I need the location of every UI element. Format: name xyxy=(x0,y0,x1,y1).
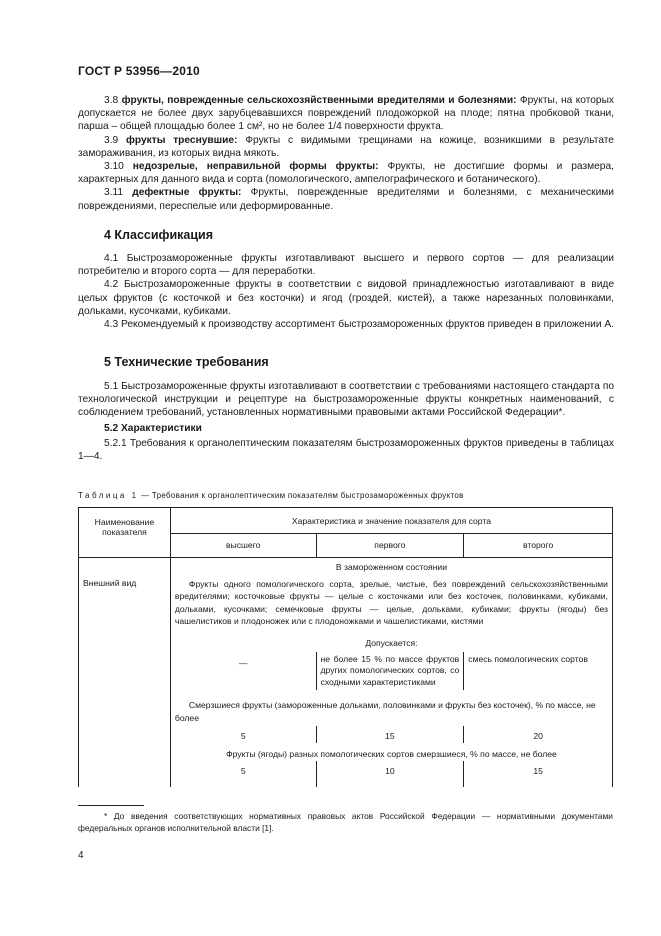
header-indicator-name: Наименование показателя xyxy=(79,508,171,558)
allowed-label: Допускается: xyxy=(170,630,612,652)
empty-cell xyxy=(79,726,171,743)
appearance-description: Фрукты одного помологического сорта, зрелые, чистые, без повреждений сельскохозяйственными вредителями; косточковые фрукты — целые с косточками или без косточек, половинками, кубиками, дольками, кусочками; семечковые фрукты — целые, дольками, кубиками; фрукты (ягоды) без чашелистиков и плодоножек или с плодоножками и чашелистиками, кистями xyxy=(170,574,612,630)
mixed-varieties-label: Фрукты (ягоды) разных помологических сортов смерзшиеся, % по массе, не более xyxy=(170,743,612,761)
footnote-divider xyxy=(78,805,144,806)
section-4-heading: 4 Классификация xyxy=(104,228,214,242)
definitions-block xyxy=(78,94,614,213)
definition-3-9 xyxy=(78,134,614,160)
term: фрукты треснувшие: xyxy=(125,134,238,146)
merged-second: 20 xyxy=(464,726,613,743)
clause-number: 3.10 xyxy=(104,161,124,173)
row-appearance-name: Внешний вид xyxy=(79,574,171,630)
table-row xyxy=(79,690,613,726)
page-number: 4 xyxy=(78,850,84,861)
clause-5-1: 5.1 Быстрозамороженные фрукты изготавливают в соответствии с требованиями настоящего стандарта по технологической инструкции и рецептуре на быстрозамороженные фрукты конкретных наименований, с соблюдением требований, установленных нормативными правовыми актами Российской Федерации*. xyxy=(78,381,614,419)
table-row xyxy=(79,761,613,787)
term: фрукты, поврежденные сельскохозяйственными вредителями и болезнями: xyxy=(121,95,517,106)
document-header: ГОСТ Р 53956—2010 xyxy=(78,64,200,78)
mixed-highest: 5 xyxy=(170,761,316,787)
merged-first: 15 xyxy=(316,726,464,743)
state-frozen: В замороженном состоянии xyxy=(170,558,612,575)
clause-4-1: 4.1 Быстрозамороженные фрукты изготавливают высшего и первого сортов — для реализации потребителю и второго сорта — для переработки. xyxy=(78,253,614,278)
table-caption xyxy=(78,491,614,500)
clause-number: 3.11 xyxy=(104,187,124,199)
merged-fruits-label: Смерзшиеся фрукты (замороженные дольками, половинками и фрукты без косточек), % по массе, не более xyxy=(170,690,612,726)
header-grade-highest: высшего xyxy=(170,534,316,558)
empty-cell xyxy=(79,652,171,691)
definition-3-10 xyxy=(78,160,614,186)
clause-5-2-1: 5.2.1 Требования к органолептическим показателям быстрозамороженных фруктов приведены в таблицах 1—4. xyxy=(78,437,614,463)
section-5-heading: 5 Технические требования xyxy=(104,355,269,369)
empty-cell xyxy=(79,743,171,761)
table-title: — Требования к органолептическим показателям быстрозамороженных фруктов xyxy=(138,491,464,500)
term: дефектные фрукты: xyxy=(132,187,242,199)
table-row xyxy=(79,652,613,691)
table-row xyxy=(79,630,613,652)
table-row xyxy=(79,558,613,575)
empty-cell xyxy=(79,761,171,787)
header-grade-second: второго xyxy=(464,534,613,558)
allowed-first: не более 15 % по массе фруктов других помологических сортов, со сходными характеристиками xyxy=(316,652,464,691)
merged-highest: 5 xyxy=(170,726,316,743)
term: недозрелые, неправильной формы фрукты: xyxy=(132,161,379,173)
definition-text: Фрукты, не достигшие формы и размера, характерных для данного вида и сорта (помологического, ампелографического и ботанического). xyxy=(78,161,614,186)
table-label: Таблица 1 xyxy=(78,491,139,500)
clause-5-2-heading: 5.2 Характеристики xyxy=(104,422,202,434)
mixed-first: 10 xyxy=(316,761,464,787)
definition-3-11 xyxy=(78,186,614,212)
header-grade-group: Характеристика и значение показателя для сорта xyxy=(170,508,612,534)
empty-cell xyxy=(79,690,171,726)
footnote: * До введения соответствующих нормативных правовых актов Российской Федерации — нормативными документами федеральных органов исполнительной власти [1]. xyxy=(78,811,613,833)
allowed-second: смесь помологических сортов xyxy=(464,652,613,691)
section-5-body xyxy=(78,380,614,463)
empty-cell xyxy=(79,558,171,575)
table-row xyxy=(79,743,613,761)
empty-cell xyxy=(79,630,171,652)
header-grade-first: первого xyxy=(316,534,464,558)
table-header-row xyxy=(79,508,613,534)
definition-3-8 xyxy=(78,94,614,134)
mixed-second: 15 xyxy=(464,761,613,787)
table-row xyxy=(79,574,613,630)
clause-4-3: 4.3 Рекомендуемый к производству ассортимент быстрозамороженных фруктов приведен в приложении А. xyxy=(104,319,614,331)
definition-text: Фрукты, поврежденные вредителями и болезнями, с механическими повреждениями, переспелые или деформированные. xyxy=(78,187,614,212)
clause-4-2: 4.2 Быстрозамороженные фрукты в соответствии с видовой принадлежностью изготавливают в виде целых фруктов (с косточкой и без косточки) и ягод (гроздей, кистей), а также нарезанных половинками, дольками, кусочками, кубиками. xyxy=(78,279,614,317)
allowed-highest: — xyxy=(170,652,316,691)
definition-text: Фрукты с видимыми трещинами на кожице, возникшими в результате замораживания, из которых видна мякоть. xyxy=(78,134,614,159)
definition-text: Фрукты, на которых допускается не более двух зарубцевавшихся повреждений плодожоркой на плоде; пятна пробковой ткани, парша – общей площадью более 1 см², но не более 1/4 поверхности фрукта. xyxy=(78,95,615,133)
clause-number: 3.9 xyxy=(104,134,119,146)
clause-number: 3.8 xyxy=(104,95,119,106)
organoleptic-table xyxy=(78,507,613,787)
table-row xyxy=(79,726,613,743)
section-4-body xyxy=(78,252,614,331)
